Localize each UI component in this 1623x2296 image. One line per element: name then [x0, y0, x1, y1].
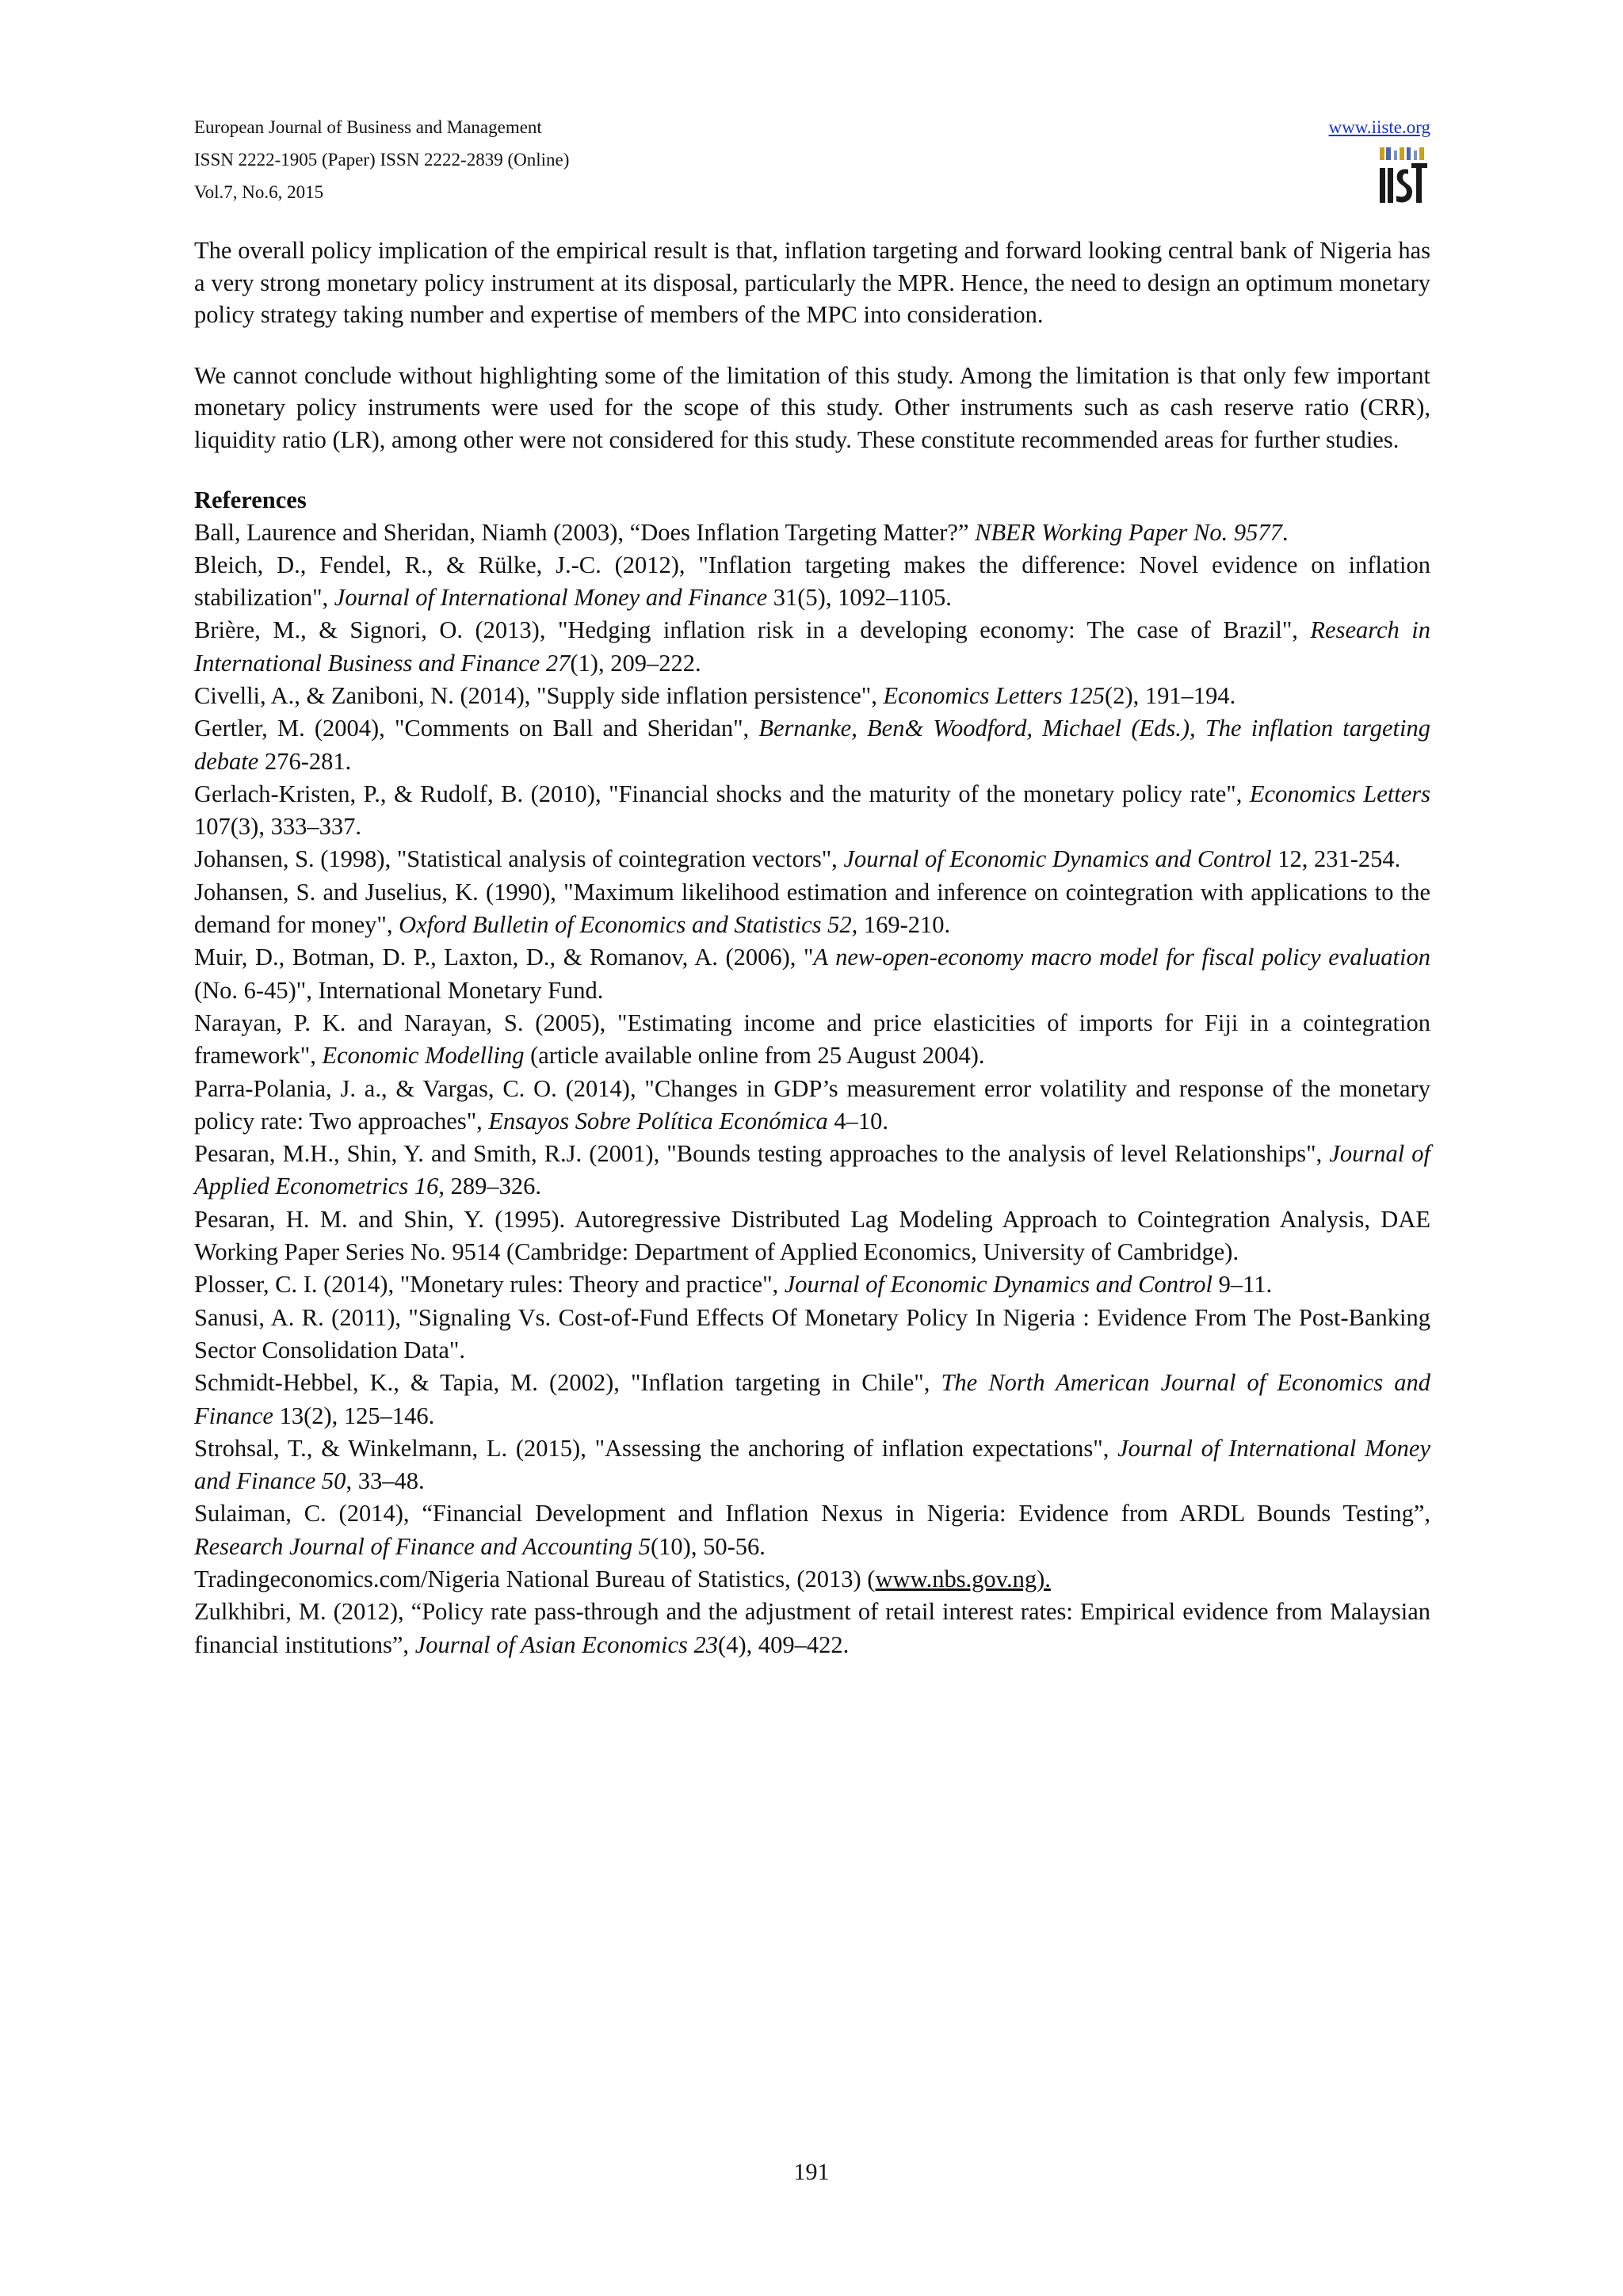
reference-item: [194, 549, 1430, 615]
reference-source: Ensayos Sobre Política Económica: [488, 1107, 828, 1135]
reference-details: .: [1281, 518, 1289, 546]
reference-details: (2), 191–194.: [1105, 681, 1236, 709]
reference-text: Strohsal, T., & Winkelmann, L. (2015), "Assessing the anchoring of inflation expectations",: [194, 1434, 1118, 1462]
issn-line: ISSN 2222-1905 (Paper) ISSN 2222-2839 (Online): [194, 150, 570, 170]
reference-item: [194, 712, 1430, 778]
reference-text: Sanusi, A. R. (2011), "Signaling Vs. Cost-of-Fund Effects Of Monetary Policy In Nigeria : Evidence From The Post-Banking Sector Consolidation Data".: [194, 1303, 1430, 1363]
reference-item: [194, 517, 1430, 549]
reference-item: [194, 1596, 1430, 1661]
reference-details: 107(3), 333–337.: [194, 813, 361, 841]
reference-item: [194, 1203, 1430, 1269]
reference-text: Bleich, D., Fendel, R., & Rülke, J.-C. (2012), "Inflation targeting makes the difference: Novel evidence on inflation stabilization",: [194, 551, 1430, 612]
nbs-website-link[interactable]: www.nbs.gov.ng).: [875, 1566, 1051, 1592]
reference-text: Pesaran, H. M. and Shin, Y. (1995). Autoregressive Distributed Lag Modeling Approach to Cointegration Analysis, DAE Working Paper Series No. 9514 (Cambridge: Department of Applied Economics, University of Cambridge).: [194, 1205, 1430, 1266]
reference-details: (4), 409–422.: [718, 1630, 850, 1658]
reference-item: [194, 1268, 1430, 1301]
reference-text: Brière, M., & Signori, O. (2013), "Hedging inflation risk in a developing economy: The case of Brazil",: [194, 616, 1311, 644]
reference-details: 4–10.: [827, 1107, 888, 1135]
reference-details: (article available online from 25 August 2004).: [524, 1042, 985, 1070]
reference-details: , 289–326.: [438, 1173, 541, 1200]
reference-item: [194, 1302, 1430, 1367]
page-header: [194, 111, 1430, 214]
reference-details: 13(2), 125–146.: [273, 1402, 435, 1429]
reference-text: Pesaran, M.H., Shin, Y. and Smith, R.J. (2001), "Bounds testing approaches to the analysis of level Relationships",: [194, 1140, 1330, 1168]
reference-source: Journal of International Money and Finance 50: [194, 1434, 1430, 1495]
reference-text: Gertler, M. (2004), "Comments on Ball and Sheridan",: [194, 715, 759, 742]
reference-text: Plosser, C. I. (2014), "Monetary rules: Theory and practice",: [194, 1271, 785, 1299]
reference-source: Journal of International Money and Finance: [334, 584, 768, 612]
references-heading: References: [194, 486, 307, 513]
reference-item: [194, 1367, 1430, 1432]
iiste-logo: [1378, 146, 1429, 206]
reference-source: Economics Letters: [1249, 780, 1430, 807]
reference-item: [194, 614, 1430, 680]
main-content: [194, 235, 1430, 1661]
reference-text: Ball, Laurence and Sheridan, Niamh (2003), “Does Inflation Targeting Matter?”: [194, 518, 976, 546]
logo-bars: [1380, 147, 1424, 160]
reference-source: Journal of Asian Economics 23: [414, 1630, 719, 1658]
reference-text: Gerlach-Kristen, P., & Rudolf, B. (2010), "Financial shocks and the maturity of the monetary policy rate",: [194, 780, 1250, 807]
reference-text: Zulkhibri, M. (2012), “Policy rate pass-through and the adjustment of retail interest rates: Empirical evidence from Malaysian financial institutions”,: [194, 1598, 1430, 1658]
reference-item: [194, 1432, 1430, 1498]
reference-source: Economics Letters 125: [883, 681, 1106, 709]
reference-details: (No. 6-45)", International Monetary Fund.: [194, 976, 604, 1004]
reference-source: Oxford Bulletin of Economics and Statistics 52,: [399, 911, 858, 939]
reference-source: Journal of Applied Econometrics 16: [194, 1140, 1430, 1200]
logo-letters: [1380, 163, 1427, 203]
reference-details: (1), 209–222.: [570, 649, 701, 677]
reference-text: Sulaiman, C. (2014), “Financial Development and Inflation Nexus in Nigeria: Evidence from ARDL Bounds Testing”,: [194, 1500, 1430, 1527]
reference-item: [194, 876, 1430, 942]
reference-item: [194, 1563, 1430, 1596]
reference-text: Johansen, S. and Juselius, K. (1990), "Maximum likelihood estimation and inference on cointegration with applications to the demand for money",: [194, 878, 1430, 939]
reference-source: Bernanke, Ben& Woodford, Michael (Eds.), The inflation targeting debate: [194, 715, 1430, 775]
reference-source: A new-open-economy macro model for fiscal policy evaluation: [813, 944, 1430, 971]
reference-item: [194, 1007, 1430, 1073]
journal-url-link[interactable]: www.iiste.org: [1328, 117, 1430, 137]
reference-text: Civelli, A., & Zaniboni, N. (2014), "Supply side inflation persistence",: [194, 681, 884, 709]
reference-text: Schmidt-Hebbel, K., & Tapia, M. (2002), "Inflation targeting in Chile",: [194, 1369, 941, 1397]
reference-item: [194, 843, 1430, 875]
reference-list: [194, 517, 1430, 1661]
reference-text: Tradingeconomics.com/Nigeria National Bureau of Statistics, (2013) (: [194, 1566, 876, 1592]
reference-item: [194, 680, 1430, 712]
reference-source: Journal of Economic Dynamics and Control: [784, 1271, 1212, 1299]
conclusion-paragraph-1: The overall policy implication of the empirical result is that, inflation targeting and forward looking central bank of Nigeria has a very strong monetary policy instrument at its disposal, particularly the MPR. Hence, the need to design an optimum monetary policy strategy taking number and expertise of members of the MPC into consideration.: [194, 237, 1430, 328]
reference-item: [194, 1073, 1430, 1138]
page-number: 191: [793, 2159, 830, 2185]
conclusion-paragraph-2: We cannot conclude without highlighting some of the limitation of this study. Among the limitation is that only few important monetary policy instruments were used for the scope of this study. Other instruments such as cash reserve ratio (CRR), liquidity ratio (LR), among other were not considered for this study. These constitute recommended areas for further studies.: [194, 361, 1430, 453]
reference-source: Economic Modelling: [322, 1042, 525, 1070]
reference-text: Muir, D., Botman, D. P., Laxton, D., & Romanov, A. (2006), ": [194, 944, 814, 971]
reference-source: Research Journal of Finance and Accounting 5: [194, 1532, 651, 1560]
reference-details: , 33–48.: [346, 1467, 425, 1495]
reference-details: 31(5), 1092–1105.: [767, 584, 952, 612]
reference-details: 12, 231-254.: [1271, 845, 1401, 873]
reference-source: Journal of Economic Dynamics and Control: [843, 845, 1272, 873]
reference-item: [194, 1497, 1430, 1563]
reference-details: 169-210.: [857, 911, 951, 939]
reference-text: Johansen, S. (1998), "Statistical analysis of cointegration vectors",: [194, 845, 844, 873]
reference-text: Parra-Polania, J. a., & Vargas, C. O. (2014), "Changes in GDP’s measurement error volatility and response of the monetary policy rate: Two approaches",: [194, 1074, 1430, 1135]
volume-line: Vol.7, No.6, 2015: [194, 182, 324, 202]
reference-source: The North American Journal of Economics and Finance: [194, 1369, 1430, 1429]
reference-text: Narayan, P. K. and Narayan, S. (2005), "Estimating income and price elasticities of imports for Fiji in a cointegration framework",: [194, 1009, 1430, 1070]
reference-item: [194, 778, 1430, 844]
reference-source: NBER Working Paper No. 9577: [975, 518, 1282, 546]
reference-details: 9–11.: [1212, 1271, 1273, 1299]
reference-details: (10), 50-56.: [651, 1532, 766, 1560]
reference-source: Research in International Business and Finance 27: [194, 616, 1430, 677]
reference-item: [194, 1138, 1430, 1203]
reference-item: [194, 941, 1430, 1007]
journal-name: European Journal of Business and Management: [194, 117, 542, 137]
reference-details: 276-281.: [258, 747, 352, 775]
